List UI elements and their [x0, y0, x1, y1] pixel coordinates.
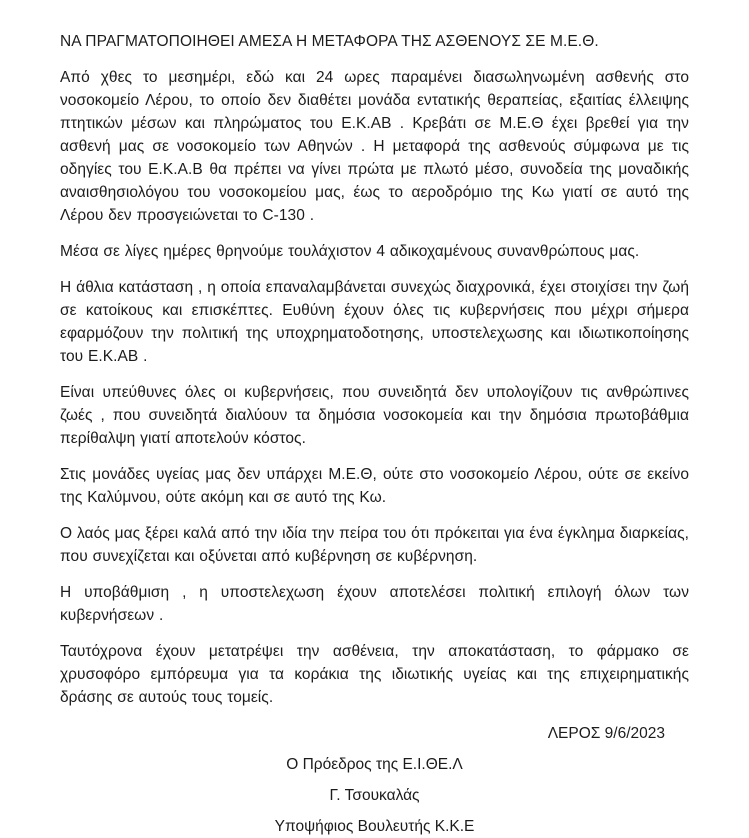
paragraph: Ο λαός μας ξέρει καλά από την ιδία την πείρα του ότι πρόκειται για ένα έγκλημα διαρκείας, που συνεχίζεται και οξύνεται από κυβέρνηση σε κυβέρνηση.: [60, 525, 689, 565]
paragraph: Ταυτόχρονα έχουν μετατρέψει την ασθένεια, την αποκατάσταση, το φάρμακο σε χρυσοφόρο εμπόρευμα για τα κοράκια της ιδιωτικής υγείας και της επιχειρηματικής δράσης σε αυτούς τους τομείς.: [60, 643, 689, 706]
paragraph: Μέσα σε λίγες ημέρες θρηνούμε τουλάχιστον 4 αδικοχαμένους συνανθρώπους μας.: [60, 243, 640, 260]
dateline: ΛΕΡΟΣ 9/6/2023: [547, 725, 665, 742]
paragraph: Η άθλια κατάσταση , η οποία επαναλαμβάνεται συνεχώς διαχρονικά, έχει στοιχίσει την ζωή σε κατοίκους και επισκέπτες. Ευθύνη έχουν όλες τις κυβερνήσεις που μέχρι σήμερα εφαρμόζουν την πολιτική της υποχρηματοδοτησης, υποστελεχωσης και ιδιωτικοποίησης του Ε.Κ.ΑΒ .: [60, 279, 689, 365]
document-title: ΝΑ ΠΡΑΓΜΑΤΟΠΟΙΗΘΕΙ ΑΜΕΣΑ Η ΜΕΤΑΦΟΡΑ ΤΗΣ ΑΣΘΕΝΟΥΣ ΣΕ Μ.Ε.Θ.: [60, 33, 599, 50]
signature-name: Γ. Τσουκαλάς: [329, 787, 420, 804]
paragraph: Είναι υπεύθυνες όλες οι κυβερνήσεις, που συνειδητά δεν υπολογίζουν τις ανθρώπινες ζωές , που συνειδητά διαλύουν τα δημόσια νοσοκομεία και την δημόσια πρωτοβάθμια περίθαλψη γιατί αποτελούν κόστος.: [60, 384, 689, 447]
signature-role: Ο Πρόεδρος της Ε.Ι.ΘΕ.Λ: [286, 756, 463, 773]
signature-capacity: Υποψήφιος Βουλευτής Κ.Κ.Ε: [274, 818, 475, 835]
paragraph: Στις μονάδες υγείας μας δεν υπάρχει Μ.Ε.Θ, ούτε στο νοσοκομείο Λέρου, ούτε σε εκείνο της Καλύμνου, ούτε ακόμη και σε αυτό της Κω.: [60, 466, 689, 506]
paragraph: Από χθες το μεσημέρι, εδώ και 24 ωρες παραμένει διασωληνωμένη ασθενής στο νοσοκομείο Λέρου, το οποίο δεν διαθέτει μονάδα εντατικής θεραπείας, εξαιτίας έλλειψης πτητικών μέσων και πληρώματος του Ε.Κ.ΑΒ . Κρεβάτι σε Μ.Ε.Θ έχει βρεθεί για την ασθενή μας σε νοσοκομείο των Αθηνών . Η μεταφορά της ασθενούς σύμφωνα με τις οδηγίες του Ε.Κ.Α.Β θα πρέπει να γίνει πρώτα με πλωτό μέσο, συνοδεία της μοναδικής αναισθησιολόγου του νοσοκομείου μας, έως το αεροδρόμιο της Κω γιατί σε αυτό της Λέρου δεν προσγειώνεται το C-130 .: [60, 69, 689, 224]
paragraph: Η υποβάθμιση , η υποστελεχωση έχουν αποτελέσει πολιτική επιλογή όλων των κυβερνήσεων .: [60, 584, 689, 624]
